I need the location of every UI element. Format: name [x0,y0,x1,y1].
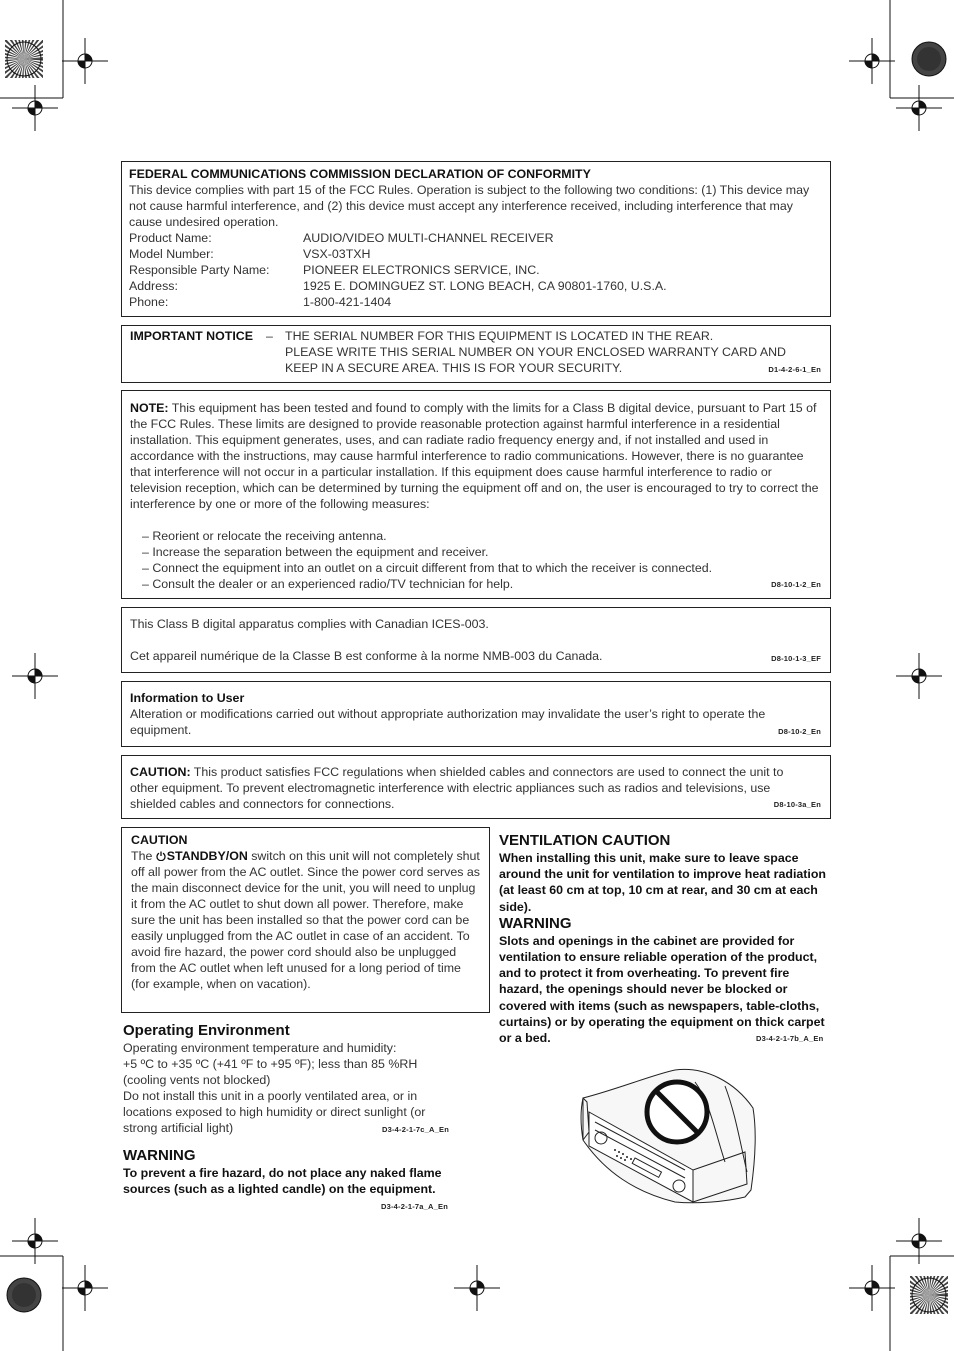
fcc-note-list-item: – Increase the separation between the equipment and receiver. [142,545,489,559]
fire-warning-section [123,1147,453,1197]
canada-ices-box [121,607,831,673]
fcc-row-value: 1-800-421-1404 [303,295,392,309]
important-notice-line: KEEP IN A SECURE AREA. THIS IS FOR YOUR SECURITY. [285,361,623,375]
fcc-row-value: AUDIO/VIDEO MULTI-CHANNEL RECEIVER [303,231,554,245]
fcc-row-value: 1925 E. DOMINGUEZ ST. LONG BEACH, CA 90801-1760, U.S.A. [303,279,667,293]
document-code: D8-10-1-3_EF [771,654,821,663]
fcc-row-product-name [129,230,823,246]
power-caution-text: switch on this unit will not completely shut off all power from the AC outlet. Since the power cord serves as the main disconnect device for the unit, you will need to unplug it from the AC outlet to shut down all power. Therefore, make sure the unit has been installed so that the power cord can be easily unplugged from the AC outlet in case of an accident. To avoid fire hazard, the power cord should also be unplugged from the AC outlet when left unused for a long period of time (for example, when on vacation). [131,849,480,991]
document-code: D3-4-2-1-7a_A_En [381,1202,448,1211]
information-to-user-box [121,681,831,747]
fcc-row-phone [129,294,823,310]
fcc-declaration-body: This device complies with part 15 of the FCC Rules. Operation is subject to the following two conditions: (1) This device may not cause harmful interference, and (2) this device must accept any interference received, including interference that may cause undesired operation. [129,183,810,229]
operating-environment-section [123,1022,458,1136]
crosshair-mark-left-middle [12,653,58,699]
fcc-row-label: Model Number: [129,247,214,261]
star-target-mark-top-right [910,40,948,78]
power-caution-box [121,827,490,1013]
fcc-caution-paragraph [130,764,815,812]
fcc-row-label: Phone: [129,295,169,309]
star-target-mark-bottom-right [910,1276,948,1314]
crosshair-mark-bottom-left [62,1265,108,1311]
covered-receiver-prohibited-illustration [575,1062,785,1212]
crosshair-mark-top-left [62,38,108,84]
important-notice-box [121,325,831,383]
crosshair-mark-left-lower [12,1218,58,1264]
fcc-note-list-item: – Connect the equipment into an outlet on a circuit different from that to which the receiver is connected. [142,561,713,575]
power-caution-prefix: The [131,849,156,863]
standby-on-switch-label: STANDBY/ON [166,849,248,863]
fcc-row-value: PIONEER ELECTRONICS SERVICE, INC. [303,263,540,277]
document-code: D8-10-3a_En [773,800,821,809]
crosshair-mark-left-upper [12,85,58,131]
fcc-row-value: VSX-03TXH [303,247,371,261]
operating-environment-title: Operating Environment [123,1022,290,1039]
fcc-caution-label: CAUTION: [130,765,191,779]
power-caution-title: CAUTION [131,833,188,847]
fire-warning-title: WARNING [123,1147,196,1164]
document-code: D1-4-2-6-1_En [768,365,821,374]
star-target-mark-bottom-left [5,1276,43,1314]
standby-power-icon [156,849,166,859]
ventilation-warning-title: WARNING [499,914,572,932]
important-notice-label: IMPORTANT NOTICE [130,329,253,343]
fcc-row-label: Product Name: [129,231,212,245]
information-to-user-title: Information to User [130,691,245,705]
fcc-note-list-item: – Consult the dealer or an experienced radio/TV technician for help. [142,577,514,591]
important-notice-text [285,328,825,376]
canada-ices-english: This Class B digital apparatus complies with Canadian ICES-003. [130,617,489,631]
fire-warning-body: To prevent a fire hazard, do not place any naked flame sources (such as a lighted candle) on the equipment. [123,1166,442,1197]
fcc-row-address [129,278,823,294]
fcc-note-box [121,390,831,599]
important-notice-dash: – [266,329,273,343]
fcc-declaration-title: FEDERAL COMMUNICATIONS COMMISSION DECLARATION OF CONFORMITY [129,167,591,181]
fcc-row-label: Address: [129,279,178,293]
power-caution-body [131,848,480,992]
crosshair-mark-right-middle [896,653,942,699]
crosshair-mark-right-upper [896,85,942,131]
crosshair-mark-bottom-center [454,1265,500,1311]
fcc-caution-body: This product satisfies FCC regulations when shielded cables and connectors are used to connect the unit to other equipment. To prevent electromagnetic interference with electric appliances such as radios and televisions, use shielded cables and connectors for connections. [130,765,784,811]
fcc-note-body: This equipment has been tested and found to comply with the limits for a Class B digital device, pursuant to Part 15 of the FCC Rules. These limits are designed to provide reasonable protection against harmful interference in a residential installation. This equipment generates, uses, and can radiate radio frequency energy and, if not installed and used in accordance with the instructions, may cause harmful interference to radio communications. However, there is no guarantee that interference will not occur in a particular installation. If this equipment does cause harmful interference to radio or television reception, which can be determined by turning the equipment off and on, the user is encouraged to try to correct the interference by one or more of the following measures: [130,401,819,511]
star-target-mark-top-left [5,40,43,78]
document-code: D8-10-2_En [778,727,821,736]
ventilation-caution-section [499,832,831,1046]
crosshair-mark-right-lower [896,1218,942,1264]
fcc-declaration-box [121,161,831,317]
ventilation-caution-title: VENTILATION CAUTION [499,832,671,849]
important-notice-line: PLEASE WRITE THIS SERIAL NUMBER ON YOUR ENCLOSED WARRANTY CARD AND [285,345,786,359]
fcc-caution-box [121,755,831,819]
fcc-note-list [130,528,822,592]
operating-environment-line: +5 ºC to +35 ºC (+41 ºF to +95 ºF); less than 85 %RH (cooling vents not blocked) [123,1057,418,1087]
important-notice-line: THE SERIAL NUMBER FOR THIS EQUIPMENT IS LOCATED IN THE REAR. [285,329,714,343]
ventilation-caution-body: When installing this unit, make sure to leave space around the unit for ventilation to improve heat radiation (at least 60 cm at top, 10 cm at rear, and 30 cm at each side). [499,851,826,914]
fcc-note-label: NOTE: [130,401,169,415]
prohibition-icon [647,1082,707,1142]
document-code: D3-4-2-1-7c_A_En [382,1125,449,1134]
crosshair-mark-top-right [849,38,895,84]
document-code: D3-4-2-1-7b_A_En [756,1034,824,1043]
operating-environment-line: Do not install this unit in a poorly ventilated area, or in locations exposed to high humidity or direct sunlight (or strong artificial light) [123,1089,426,1135]
information-to-user-body: Alteration or modifications carried out without appropriate authorization may invalidate the user’s right to operate the equipment. [130,707,766,737]
ventilation-warning-body: Slots and openings in the cabinet are provided for ventilation to ensure reliable operation of the product, and to protect it from overheating. To prevent fire hazard, the openings should never be blocked or covered with items (such as newspapers, table-cloths, curtains) or by operating the equipment on thick carpet or a bed. [499,933,825,1046]
crosshair-mark-bottom-right [849,1265,895,1311]
fcc-note-paragraph [130,400,822,512]
fcc-note-list-item: – Reorient or relocate the receiving antenna. [142,529,387,543]
canada-ices-french: Cet appareil numérique de la Classe B est conforme à la norme NMB-003 du Canada. [130,649,603,663]
fcc-row-model-number [129,246,823,262]
fcc-row-label: Responsible Party Name: [129,263,270,277]
document-code: D8-10-1-2_En [771,580,821,589]
operating-environment-line: Operating environment temperature and humidity: [123,1041,397,1055]
fcc-row-responsible-party [129,262,823,278]
